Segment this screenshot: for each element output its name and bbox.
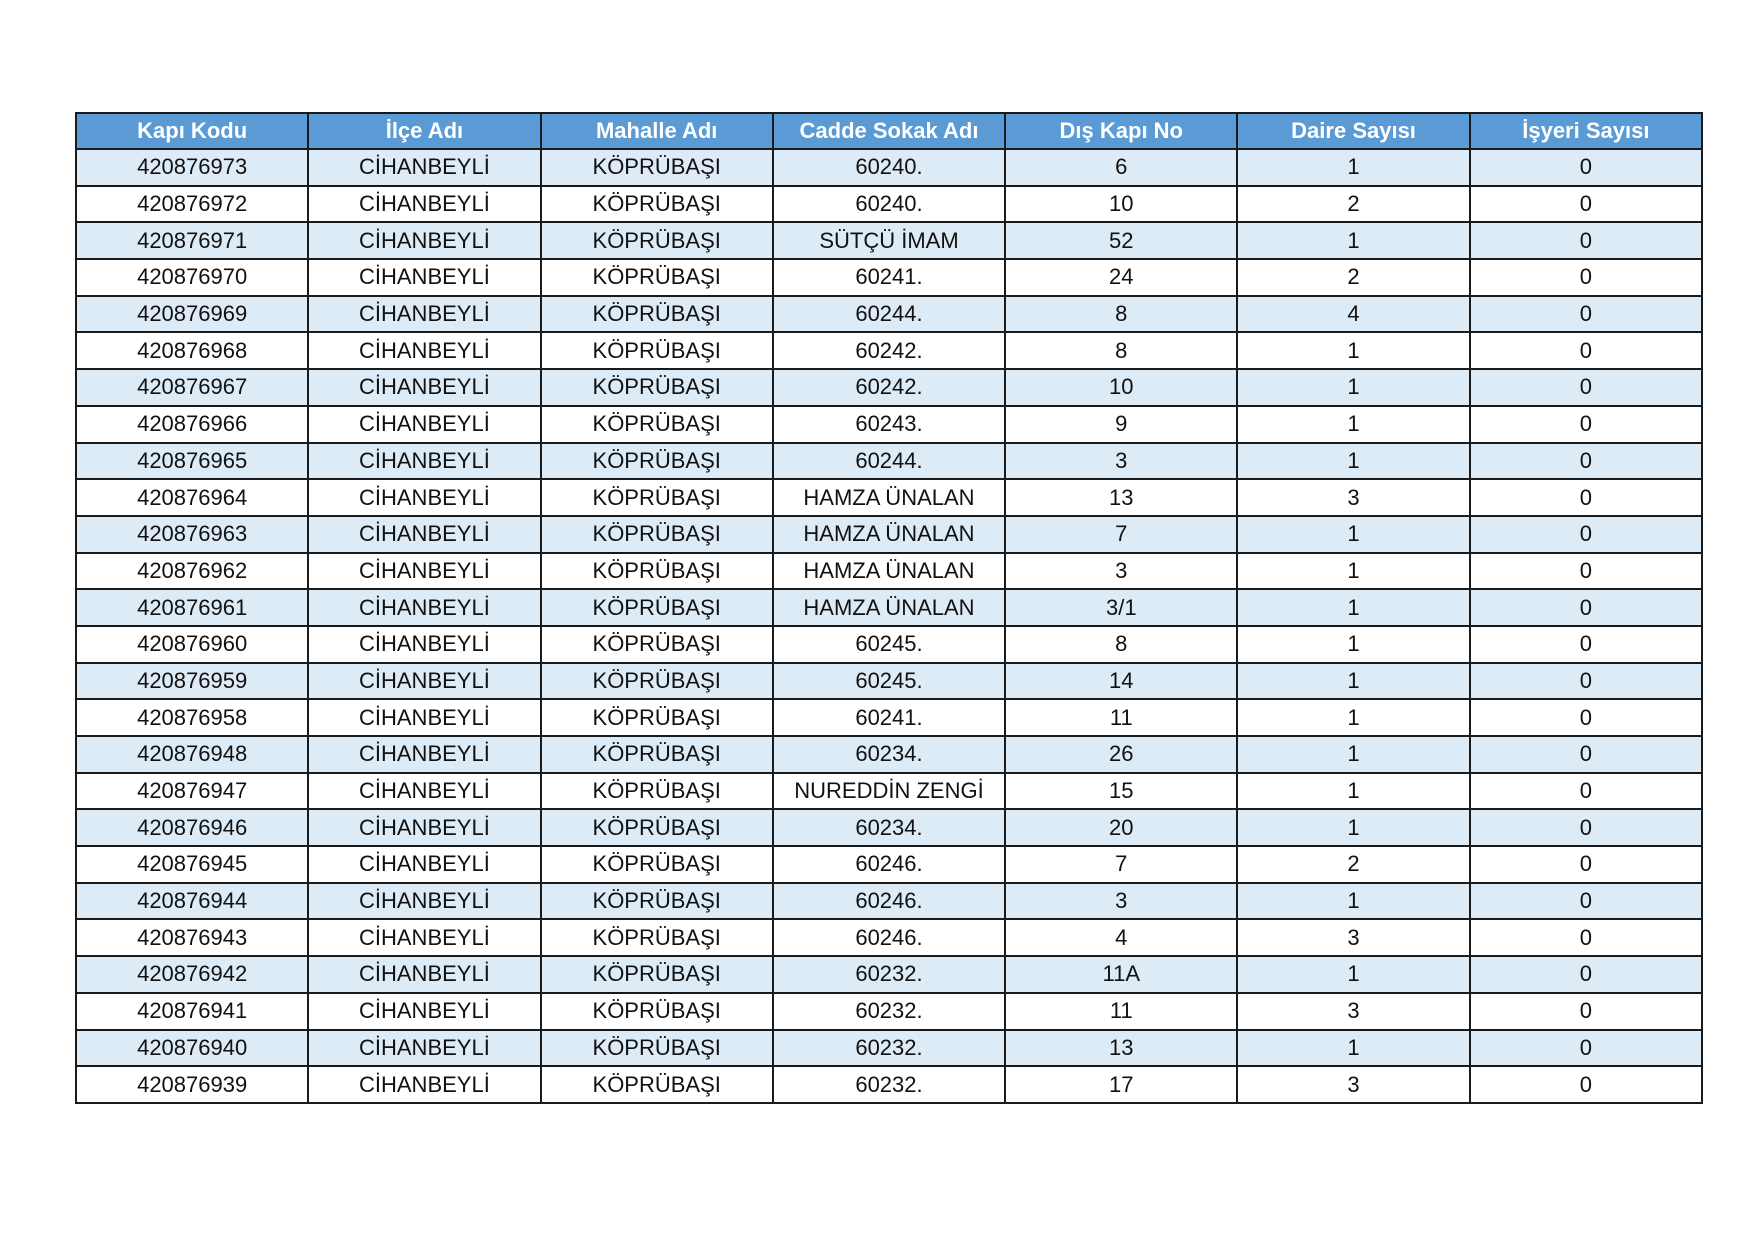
daire-sayisi-cell: 1 [1237,443,1469,480]
dis-kapi-no-cell: 17 [1005,1066,1237,1103]
kapi-kodu-cell: 420876963 [76,516,308,553]
table-row [76,883,1702,920]
ilce-adi-cell: CİHANBEYLİ [308,699,540,736]
mahalle-adi-cell: KÖPRÜBAŞI [541,516,773,553]
isyeri-sayisi-cell: 0 [1470,809,1702,846]
dis-kapi-no-cell: 9 [1005,406,1237,443]
isyeri-sayisi-cell: 0 [1470,406,1702,443]
ilce-adi-cell: CİHANBEYLİ [308,149,540,186]
isyeri-sayisi-cell: 0 [1470,149,1702,186]
daire-sayisi-cell: 3 [1237,993,1469,1030]
isyeri-sayisi-cell: 0 [1470,479,1702,516]
table-row [76,443,1702,480]
dis-kapi-no-cell: 6 [1005,149,1237,186]
isyeri-sayisi-cell: 0 [1470,553,1702,590]
daire-sayisi-cell: 4 [1237,296,1469,333]
cadde-sokak-adi-cell: 60232. [773,956,1005,993]
cadde-sokak-adi-cell: 60240. [773,149,1005,186]
daire-sayisi-cell: 1 [1237,736,1469,773]
daire-sayisi-cell: 1 [1237,883,1469,920]
kapi-kodu-cell: 420876939 [76,1066,308,1103]
ilce-adi-cell: CİHANBEYLİ [308,736,540,773]
table-row [76,589,1702,626]
kapi-kodu-cell: 420876961 [76,589,308,626]
isyeri-sayisi-cell: 0 [1470,846,1702,883]
dis-kapi-no-cell: 7 [1005,516,1237,553]
mahalle-adi-cell: KÖPRÜBAŞI [541,222,773,259]
dis-kapi-no-cell: 3 [1005,443,1237,480]
mahalle-adi-cell: KÖPRÜBAŞI [541,919,773,956]
dis-kapi-no-cell: 3 [1005,883,1237,920]
dis-kapi-no-cell: 11 [1005,993,1237,1030]
table-row [76,773,1702,810]
kapi-kodu-cell: 420876948 [76,736,308,773]
daire-sayisi-cell: 1 [1237,406,1469,443]
daire-sayisi-cell: 2 [1237,846,1469,883]
ilce-adi-cell: CİHANBEYLİ [308,222,540,259]
table-row [76,919,1702,956]
dis-kapi-no-cell: 10 [1005,186,1237,223]
daire-sayisi-cell: 1 [1237,663,1469,700]
dis-kapi-no-cell: 11A [1005,956,1237,993]
table-row [76,699,1702,736]
cadde-sokak-adi-cell: 60246. [773,883,1005,920]
ilce-adi-cell: CİHANBEYLİ [308,479,540,516]
cadde-sokak-adi-cell: 60244. [773,443,1005,480]
daire-sayisi-cell: 1 [1237,332,1469,369]
kapi-kodu-cell: 420876959 [76,663,308,700]
table-row [76,516,1702,553]
kapi-kodu-cell: 420876945 [76,846,308,883]
table-row [76,332,1702,369]
cadde-sokak-adi-cell: 60234. [773,809,1005,846]
kapi-kodu-cell: 420876943 [76,919,308,956]
ilce-adi-cell: CİHANBEYLİ [308,663,540,700]
isyeri-sayisi-cell: 0 [1470,332,1702,369]
ilce-adi-cell: CİHANBEYLİ [308,626,540,663]
table-row [76,186,1702,223]
isyeri-sayisi-cell: 0 [1470,1030,1702,1067]
mahalle-adi-cell: KÖPRÜBAŞI [541,1030,773,1067]
isyeri-sayisi-cell: 0 [1470,589,1702,626]
daire-sayisi-cell: 2 [1237,186,1469,223]
isyeri-sayisi-cell: 0 [1470,1066,1702,1103]
dis-kapi-no-cell: 7 [1005,846,1237,883]
mahalle-adi-cell: KÖPRÜBAŞI [541,149,773,186]
mahalle-adi-cell: KÖPRÜBAŞI [541,883,773,920]
ilce-adi-cell: CİHANBEYLİ [308,956,540,993]
column-header-ilce-adi: İlçe Adı [308,113,540,149]
mahalle-adi-cell: KÖPRÜBAŞI [541,479,773,516]
table-row [76,296,1702,333]
isyeri-sayisi-cell: 0 [1470,296,1702,333]
cadde-sokak-adi-cell: HAMZA ÜNALAN [773,516,1005,553]
kapi-kodu-cell: 420876971 [76,222,308,259]
ilce-adi-cell: CİHANBEYLİ [308,406,540,443]
column-header-isyeri-sayisi: İşyeri Sayısı [1470,113,1702,149]
isyeri-sayisi-cell: 0 [1470,186,1702,223]
daire-sayisi-cell: 1 [1237,1030,1469,1067]
dis-kapi-no-cell: 13 [1005,479,1237,516]
cadde-sokak-adi-cell: 60232. [773,993,1005,1030]
daire-sayisi-cell: 1 [1237,773,1469,810]
mahalle-adi-cell: KÖPRÜBAŞI [541,443,773,480]
isyeri-sayisi-cell: 0 [1470,626,1702,663]
mahalle-adi-cell: KÖPRÜBAŞI [541,332,773,369]
ilce-adi-cell: CİHANBEYLİ [308,1030,540,1067]
kapi-kodu-cell: 420876965 [76,443,308,480]
table-row [76,956,1702,993]
daire-sayisi-cell: 1 [1237,809,1469,846]
table-row [76,369,1702,406]
ilce-adi-cell: CİHANBEYLİ [308,369,540,406]
ilce-adi-cell: CİHANBEYLİ [308,883,540,920]
ilce-adi-cell: CİHANBEYLİ [308,846,540,883]
cadde-sokak-adi-cell: 60245. [773,663,1005,700]
kapi-kodu-cell: 420876964 [76,479,308,516]
daire-sayisi-cell: 1 [1237,626,1469,663]
kapi-kodu-cell: 420876973 [76,149,308,186]
isyeri-sayisi-cell: 0 [1470,259,1702,296]
isyeri-sayisi-cell: 0 [1470,956,1702,993]
dis-kapi-no-cell: 8 [1005,626,1237,663]
table-row [76,809,1702,846]
mahalle-adi-cell: KÖPRÜBAŞI [541,259,773,296]
table-row [76,553,1702,590]
daire-sayisi-cell: 3 [1237,1066,1469,1103]
dis-kapi-no-cell: 4 [1005,919,1237,956]
ilce-adi-cell: CİHANBEYLİ [308,919,540,956]
cadde-sokak-adi-cell: HAMZA ÜNALAN [773,479,1005,516]
cadde-sokak-adi-cell: 60240. [773,186,1005,223]
mahalle-adi-cell: KÖPRÜBAŞI [541,553,773,590]
daire-sayisi-cell: 1 [1237,553,1469,590]
cadde-sokak-adi-cell: 60241. [773,699,1005,736]
cadde-sokak-adi-cell: 60246. [773,846,1005,883]
dis-kapi-no-cell: 8 [1005,332,1237,369]
dis-kapi-no-cell: 11 [1005,699,1237,736]
daire-sayisi-cell: 1 [1237,589,1469,626]
cadde-sokak-adi-cell: 60234. [773,736,1005,773]
daire-sayisi-cell: 1 [1237,222,1469,259]
isyeri-sayisi-cell: 0 [1470,993,1702,1030]
isyeri-sayisi-cell: 0 [1470,663,1702,700]
ilce-adi-cell: CİHANBEYLİ [308,773,540,810]
daire-sayisi-cell: 3 [1237,919,1469,956]
dis-kapi-no-cell: 14 [1005,663,1237,700]
isyeri-sayisi-cell: 0 [1470,773,1702,810]
kapi-kodu-cell: 420876968 [76,332,308,369]
mahalle-adi-cell: KÖPRÜBAŞI [541,846,773,883]
dis-kapi-no-cell: 24 [1005,259,1237,296]
mahalle-adi-cell: KÖPRÜBAŞI [541,736,773,773]
ilce-adi-cell: CİHANBEYLİ [308,259,540,296]
column-header-daire-sayisi: Daire Sayısı [1237,113,1469,149]
header-row [76,113,1702,149]
kapi-kodu-cell: 420876958 [76,699,308,736]
cadde-sokak-adi-cell: 60246. [773,919,1005,956]
mahalle-adi-cell: KÖPRÜBAŞI [541,699,773,736]
table-body [76,149,1702,1103]
column-header-kapi-kodu: Kapı Kodu [76,113,308,149]
kapi-kodu-cell: 420876962 [76,553,308,590]
mahalle-adi-cell: KÖPRÜBAŞI [541,809,773,846]
dis-kapi-no-cell: 3/1 [1005,589,1237,626]
kapi-kodu-cell: 420876941 [76,993,308,1030]
cadde-sokak-adi-cell: 60242. [773,332,1005,369]
kapi-kodu-cell: 420876966 [76,406,308,443]
address-table [75,112,1703,1104]
kapi-kodu-cell: 420876940 [76,1030,308,1067]
mahalle-adi-cell: KÖPRÜBAŞI [541,773,773,810]
mahalle-adi-cell: KÖPRÜBAŞI [541,589,773,626]
cadde-sokak-adi-cell: 60244. [773,296,1005,333]
kapi-kodu-cell: 420876946 [76,809,308,846]
cadde-sokak-adi-cell: HAMZA ÜNALAN [773,553,1005,590]
kapi-kodu-cell: 420876947 [76,773,308,810]
daire-sayisi-cell: 3 [1237,479,1469,516]
daire-sayisi-cell: 1 [1237,956,1469,993]
column-header-mahalle-adi: Mahalle Adı [541,113,773,149]
kapi-kodu-cell: 420876972 [76,186,308,223]
ilce-adi-cell: CİHANBEYLİ [308,332,540,369]
isyeri-sayisi-cell: 0 [1470,369,1702,406]
mahalle-adi-cell: KÖPRÜBAŞI [541,1066,773,1103]
table-row [76,406,1702,443]
ilce-adi-cell: CİHANBEYLİ [308,516,540,553]
kapi-kodu-cell: 420876969 [76,296,308,333]
mahalle-adi-cell: KÖPRÜBAŞI [541,663,773,700]
table-row [76,149,1702,186]
dis-kapi-no-cell: 10 [1005,369,1237,406]
isyeri-sayisi-cell: 0 [1470,883,1702,920]
isyeri-sayisi-cell: 0 [1470,222,1702,259]
ilce-adi-cell: CİHANBEYLİ [308,186,540,223]
dis-kapi-no-cell: 20 [1005,809,1237,846]
dis-kapi-no-cell: 13 [1005,1030,1237,1067]
table-row [76,993,1702,1030]
cadde-sokak-adi-cell: 60232. [773,1066,1005,1103]
cadde-sokak-adi-cell: 60245. [773,626,1005,663]
isyeri-sayisi-cell: 0 [1470,516,1702,553]
isyeri-sayisi-cell: 0 [1470,736,1702,773]
daire-sayisi-cell: 1 [1237,149,1469,186]
column-header-dis-kapi-no: Dış Kapı No [1005,113,1237,149]
table-row [76,736,1702,773]
mahalle-adi-cell: KÖPRÜBAŞI [541,626,773,663]
kapi-kodu-cell: 420876944 [76,883,308,920]
ilce-adi-cell: CİHANBEYLİ [308,553,540,590]
daire-sayisi-cell: 1 [1237,369,1469,406]
ilce-adi-cell: CİHANBEYLİ [308,589,540,626]
mahalle-adi-cell: KÖPRÜBAŞI [541,406,773,443]
cadde-sokak-adi-cell: HAMZA ÜNALAN [773,589,1005,626]
column-header-cadde-sokak-adi: Cadde Sokak Adı [773,113,1005,149]
isyeri-sayisi-cell: 0 [1470,443,1702,480]
table-row [76,259,1702,296]
table-row [76,222,1702,259]
cadde-sokak-adi-cell: 60232. [773,1030,1005,1067]
dis-kapi-no-cell: 8 [1005,296,1237,333]
table-row [76,626,1702,663]
cadde-sokak-adi-cell: 60241. [773,259,1005,296]
isyeri-sayisi-cell: 0 [1470,699,1702,736]
cadde-sokak-adi-cell: 60243. [773,406,1005,443]
table-row [76,1066,1702,1103]
dis-kapi-no-cell: 3 [1005,553,1237,590]
dis-kapi-no-cell: 26 [1005,736,1237,773]
table-row [76,846,1702,883]
kapi-kodu-cell: 420876970 [76,259,308,296]
table-row [76,663,1702,700]
isyeri-sayisi-cell: 0 [1470,919,1702,956]
mahalle-adi-cell: KÖPRÜBAŞI [541,993,773,1030]
ilce-adi-cell: CİHANBEYLİ [308,443,540,480]
daire-sayisi-cell: 1 [1237,699,1469,736]
dis-kapi-no-cell: 52 [1005,222,1237,259]
ilce-adi-cell: CİHANBEYLİ [308,1066,540,1103]
ilce-adi-cell: CİHANBEYLİ [308,296,540,333]
kapi-kodu-cell: 420876960 [76,626,308,663]
mahalle-adi-cell: KÖPRÜBAŞI [541,956,773,993]
daire-sayisi-cell: 1 [1237,516,1469,553]
mahalle-adi-cell: KÖPRÜBAŞI [541,369,773,406]
mahalle-adi-cell: KÖPRÜBAŞI [541,186,773,223]
kapi-kodu-cell: 420876942 [76,956,308,993]
table-row [76,479,1702,516]
cadde-sokak-adi-cell: SÜTÇÜ İMAM [773,222,1005,259]
dis-kapi-no-cell: 15 [1005,773,1237,810]
cadde-sokak-adi-cell: 60242. [773,369,1005,406]
daire-sayisi-cell: 2 [1237,259,1469,296]
cadde-sokak-adi-cell: NUREDDİN ZENGİ [773,773,1005,810]
table-row [76,1030,1702,1067]
kapi-kodu-cell: 420876967 [76,369,308,406]
ilce-adi-cell: CİHANBEYLİ [308,993,540,1030]
ilce-adi-cell: CİHANBEYLİ [308,809,540,846]
mahalle-adi-cell: KÖPRÜBAŞI [541,296,773,333]
